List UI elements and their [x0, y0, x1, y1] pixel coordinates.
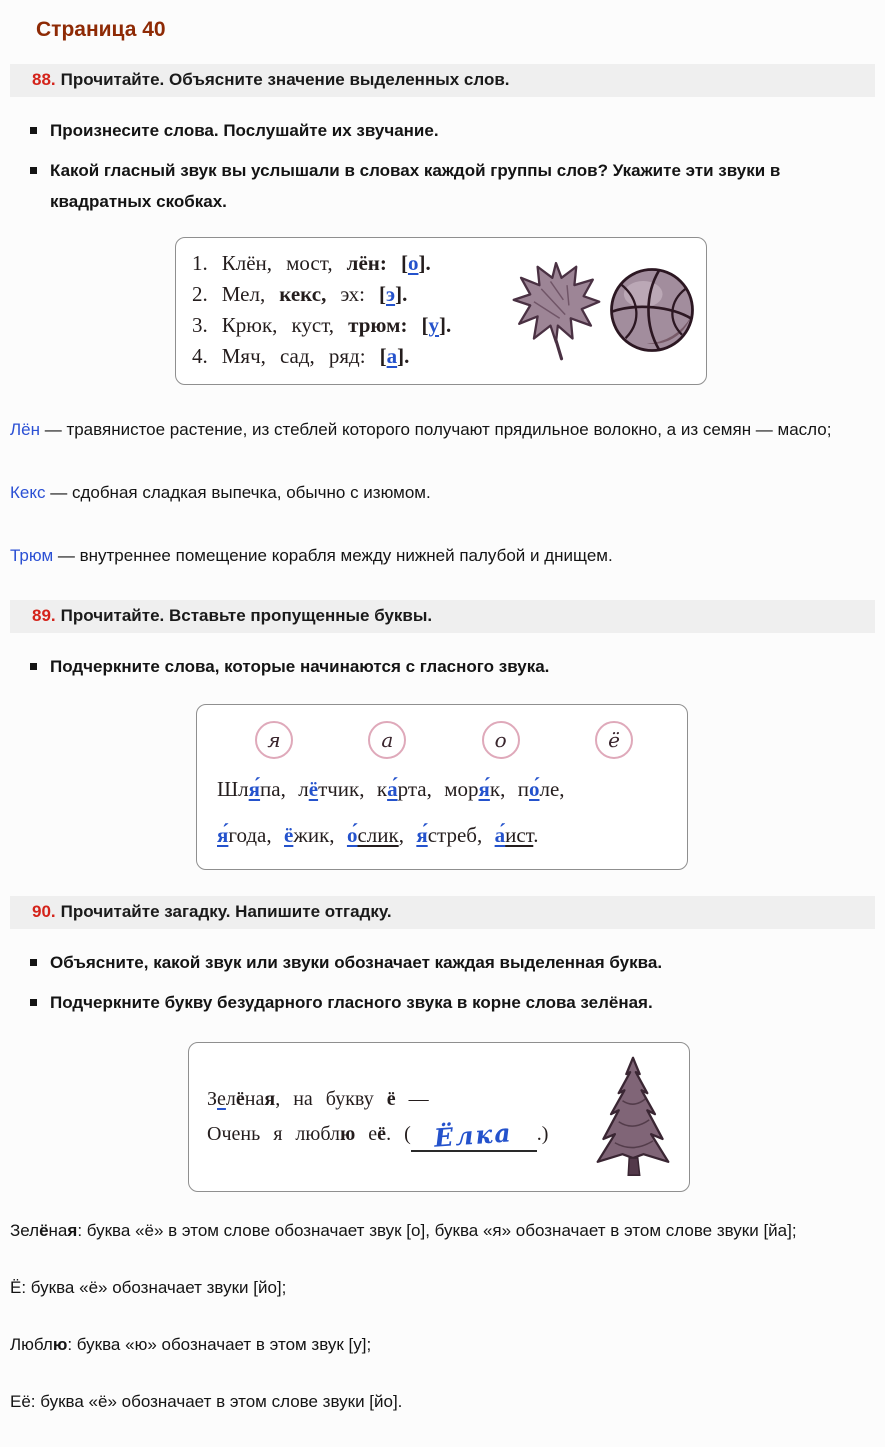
circled-letter: а: [368, 721, 406, 759]
row-words: Клён, мост, лён: [о].: [221, 251, 431, 275]
maple-leaf-icon: [510, 257, 602, 363]
section-90-title: Прочитайте загадку. Напишите отгадку.: [60, 902, 392, 921]
bullet-text: Объясните, какой звук или звуки обозначает каждая выделенная буква.: [50, 953, 663, 972]
fir-tree-icon: [589, 1055, 677, 1179]
row-words: Мяч, сад, ряд: [а].: [221, 344, 410, 368]
word-groups: [192, 248, 510, 372]
defined-word: Трюм: [10, 546, 54, 565]
definition-paragraph: [10, 411, 873, 448]
bullet-item: [30, 155, 855, 217]
bullet-text: Подчеркните слова, которые начинаются с гласного звука.: [50, 657, 550, 676]
square-bullet-icon: [30, 999, 37, 1006]
bullet-text: Подчеркните букву безударного гласного звука в корне слова зелёная.: [50, 993, 653, 1012]
word-group-row: [192, 248, 510, 279]
bullet-item: [30, 115, 855, 146]
bullet-item: [30, 947, 855, 978]
defined-word: Кекс: [10, 483, 46, 502]
definition-text: — сдобная сладкая выпечка, обычно с изюмом.: [45, 483, 431, 502]
definition-text: — травянистое растение, из стеблей которого получают прядильное волокно, а из семян — масло;: [40, 420, 832, 439]
section-90-header: [10, 896, 875, 929]
letter-circles: [217, 717, 667, 761]
definition-paragraph: [10, 474, 873, 511]
circled-letter: о: [482, 721, 520, 759]
circled-letter: ё: [595, 721, 633, 759]
word-group-row: [192, 279, 510, 310]
definitions-list: [10, 411, 873, 574]
section-88-header: [10, 64, 875, 97]
task-90-box: [188, 1042, 690, 1192]
riddle-answer-word: Ёлка: [433, 1118, 514, 1153]
explanation-paragraph: Её: буква «ё» обозначает в этом слове звуки [йо].: [10, 1392, 403, 1411]
word-group-row: [192, 341, 510, 372]
definition-text: — внутреннее помещение корабля между нижней палубой и днищем.: [53, 546, 613, 565]
riddle-text: [207, 1082, 581, 1152]
definition-paragraph: [10, 537, 873, 574]
bullet-item: [30, 987, 855, 1018]
bullet-item: [30, 651, 855, 682]
box-illustrations: [510, 257, 696, 363]
defined-word: Лён: [10, 420, 40, 439]
riddle-line-2-end: .): [536, 1123, 549, 1145]
riddle-line-1: Зелёная, на букву ё —: [207, 1088, 429, 1110]
square-bullet-icon: [30, 127, 37, 134]
section-88-title: Прочитайте. Объясните значение выделенных слов.: [60, 70, 510, 89]
square-bullet-icon: [30, 663, 37, 670]
bullet-text: Какой гласный звук вы услышали в словах каждой группы слов? Укажите эти звуки в квадратных скобках.: [50, 161, 781, 211]
words-line: Шля́па, лётчик, ка́рта, моря́к, по́ле,: [217, 777, 565, 801]
answer-blank: [411, 1120, 537, 1152]
page-title: Страница 40: [36, 18, 166, 41]
riddle-line-2: [207, 1117, 581, 1152]
row-number: 4.: [192, 344, 208, 368]
square-bullet-icon: [30, 167, 37, 174]
row-number: 1.: [192, 251, 208, 275]
word-group-row: [192, 310, 510, 341]
basketball-icon: [608, 266, 696, 354]
section-90-bullets: [30, 947, 855, 1018]
explanation-paragraph: Зелёная: буква «ё» в этом слове обозначает звук [о], буква «я» обозначает в этом слове звуки [йа];: [10, 1221, 797, 1240]
square-bullet-icon: [30, 959, 37, 966]
row-number: 2.: [192, 282, 208, 306]
section-89-title: Прочитайте. Вставьте пропущенные буквы.: [60, 606, 433, 625]
task-89-box: [196, 704, 688, 870]
explanation-paragraph: Люблю: буква «ю» обозначает в этом звук [у];: [10, 1335, 372, 1354]
section-89-header: [10, 600, 875, 633]
circled-letter: я: [255, 721, 293, 759]
bullet-text: Произнесите слова. Послушайте их звучание.: [50, 121, 439, 140]
row-words: Мел, кекс, эх: [э].: [221, 282, 408, 306]
section-88-number: 88.: [32, 70, 56, 89]
task-88-box: [175, 237, 707, 385]
explanations: [10, 1210, 873, 1423]
explanation-paragraph: Ё: буква «ё» обозначает звуки [йо];: [10, 1278, 287, 1297]
row-number: 3.: [192, 313, 208, 337]
row-words: Крюк, куст, трюм: [у].: [221, 313, 452, 337]
words-line: я́года, ёжик, о́слик, я́стреб, а́ист.: [217, 823, 539, 847]
section-89-bullets: [30, 651, 855, 682]
riddle-line-2-start: Очень я люблю её. (: [207, 1123, 411, 1145]
section-88-bullets: [30, 115, 855, 217]
section-90-number: 90.: [32, 902, 56, 921]
section-89-number: 89.: [32, 606, 56, 625]
